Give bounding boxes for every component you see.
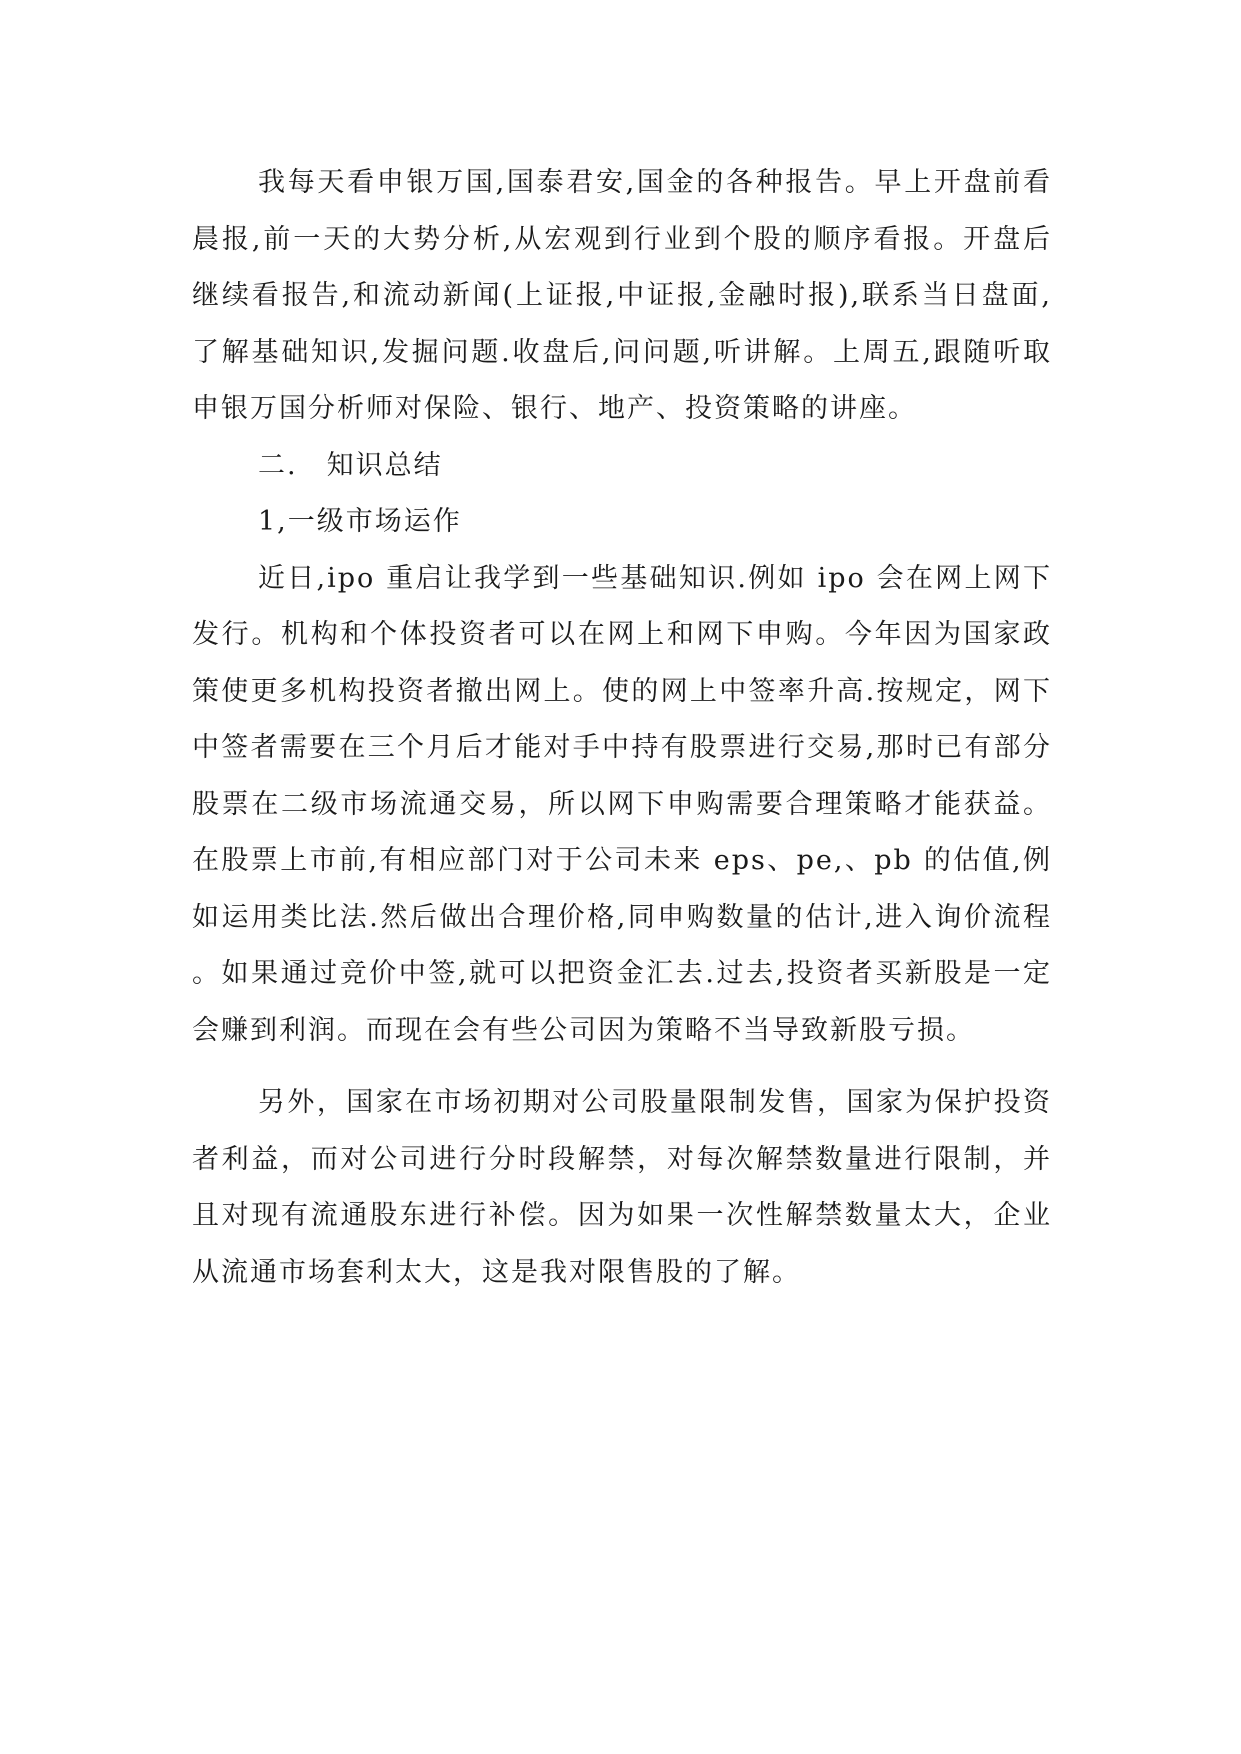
paragraph-reading-reports: 我每天看申银万国,国泰君安,国金的各种报告。早上开盘前看晨报,前一天的大势分析,从宏观到行业到个股的顺序看报。开盘后继续看报告,和流动新闻(上证报,中证报,金融时报),联系当日盘面,了解基础知识,发掘问题.收盘后,问问题,听讲解。上周五,跟随听取申银万国分析师对保险、银行、地产、投资策略的讲座。 <box>192 167 1052 424</box>
paragraph-restricted-shares: 另外，国家在市场初期对公司股量限制发售，国家为保护投资者利益，而对公司进行分时段解禁，对每次解禁数量进行限制，并且对现有流通股东进行补偿。因为如果一次性解禁数量太大，企业从流通市场套利太大，这是我对限售股的了解。 <box>192 1087 1052 1288</box>
document-page <box>192 155 1052 1301</box>
subsection-heading-primary-market: 1,一级市场运作 <box>258 506 462 537</box>
section-heading-knowledge-summary: 二. 知识总结 <box>258 449 443 481</box>
paragraph-ipo: 近日,ipo 重启让我学到一些基础知识.例如 ipo 会在网上网下发行。机构和个体投资者可以在网上和网下申购。今年因为国家政策使更多机构投资者撤出网上。使的网上中签率升高.按规定，网下中签者需要在三个月后才能对手中持有股票进行交易,那时已有部分股票在二级市场流通交易，所以网下申购需要合理策略才能获益。在股票上市前,有相应部门对于公司未来 eps、pe,、pb 的估值,例如运用类比法.然后做出合理价格,同申购数量的估计,进入询价流程。如果通过竞价中签,就可以把资金汇去.过去,投资者买新股是一定会赚到利润。而现在会有些公司因为策略不当导致新股亏损。 <box>192 562 1052 1046</box>
